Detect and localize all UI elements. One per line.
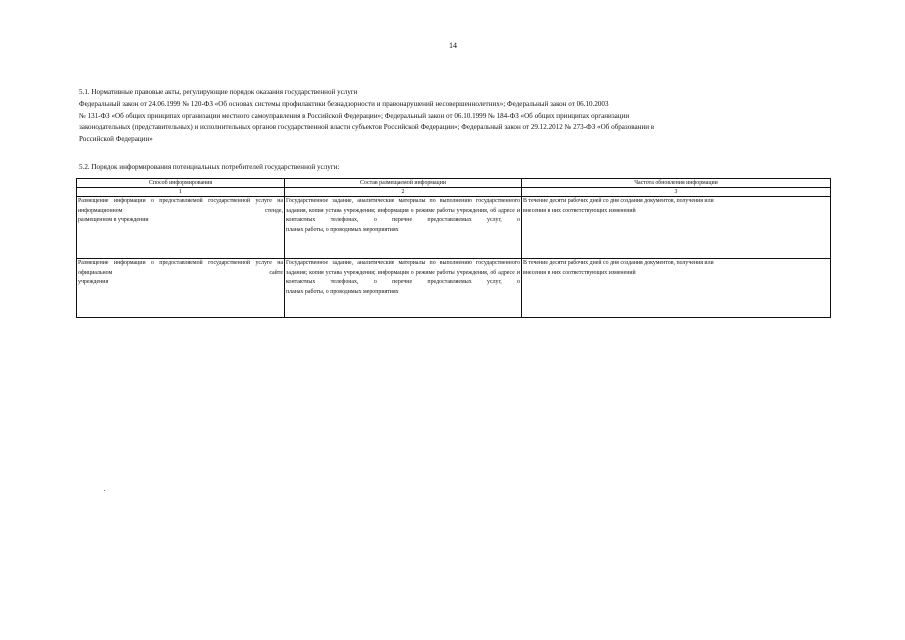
header-content: Состав размещаемой информации (285, 179, 522, 188)
cell-line: учреждения; информация о режиме работы учреждения, об адресе (343, 207, 515, 214)
cell-line: Государственное задание, аналитические материалы по (286, 198, 436, 204)
column-number: 1 (77, 188, 285, 197)
section-5-1-body (79, 99, 829, 145)
cell-line: учреждения (78, 279, 109, 286)
cell-line: планах работы, о проводимых мероприятиях (286, 288, 399, 295)
header-method: Способ информирования (77, 179, 285, 188)
table-column-numbers-row (77, 188, 831, 197)
cell-line: выполнению государственного задания, копия устава (286, 198, 520, 214)
cell-line: и контактных телефонах, о перечне предоставляемых услуг, о (286, 207, 520, 224)
cell-line: В течение десяти рабочих дней со дня создания документов, получения или (523, 198, 714, 204)
table-row (77, 259, 831, 318)
column-number: 3 (522, 188, 831, 197)
cell-line: планах работы, о проводимых мероприятиях (286, 226, 399, 233)
cell-line: В течение десяти рабочих дней со дня создания документов, получения или (523, 260, 714, 266)
page-number: 14 (449, 41, 457, 50)
cell-line: и контактных телефонах, о перечне предоставляемых услуг, о (286, 269, 520, 286)
cell-content (285, 197, 522, 259)
legal-acts-line: Российской Федерации» (79, 134, 153, 143)
informing-table (76, 178, 831, 318)
cell-content (285, 259, 522, 318)
section-5-1-title: 5.1. Нормативные правовые акты, регулирующие порядок оказания государственной услуги (79, 88, 358, 96)
cell-frequency (522, 197, 831, 259)
cell-line: Размещение информации о предоставляемой (78, 198, 203, 204)
header-frequency: Частота обновления информации (522, 179, 831, 188)
cell-line: учреждения; информация о режиме работы учреждения, об адресе (343, 269, 515, 276)
cell-method (77, 259, 285, 318)
cell-line: Размещение информации о предоставляемой (78, 260, 203, 266)
table-row (77, 197, 831, 259)
cell-line: Государственное задание, аналитические материалы по (286, 260, 436, 266)
cell-line: государственной услуге на информационном стенде, (78, 198, 283, 214)
cell-line: внесения в них соответствующих изменений (523, 207, 636, 214)
legal-acts-line: № 131-ФЗ «Об общих принципах организации местного самоуправления в Российской Федерации»; Федеральный закон от 06.10.1999 № 184-ФЗ «Об общих принципах организации (79, 111, 630, 120)
legal-acts-line: Федеральный закон от 24.06.1999 № 120-ФЗ «Об основах системы профилактики безнадзорности и правонарушений несовершеннолетних»; Федеральный закон от 06.10.2003 (79, 100, 609, 108)
scan-speck (104, 490, 105, 491)
cell-line: внесения в них соответствующих изменений (523, 269, 636, 276)
cell-frequency (522, 259, 831, 318)
cell-line: выполнению государственного задания; копия устава (286, 260, 520, 276)
cell-line: размещенном в учреждении (78, 217, 149, 224)
column-number: 2 (285, 188, 522, 197)
table-header-row (77, 179, 831, 188)
cell-line: государственной услуге на официальном сайте (78, 260, 283, 276)
cell-method (77, 197, 285, 259)
section-5-2-title: 5.2. Порядок информирования потенциальных потребителей государственной услуги: (79, 163, 340, 171)
legal-acts-line: законодательных (представительных) и исполнительных органов государственной власти субъектов Российской Федерации»; Федеральный закон от 29.12.2012 № 273-ФЗ «Об образовании в (79, 123, 655, 131)
